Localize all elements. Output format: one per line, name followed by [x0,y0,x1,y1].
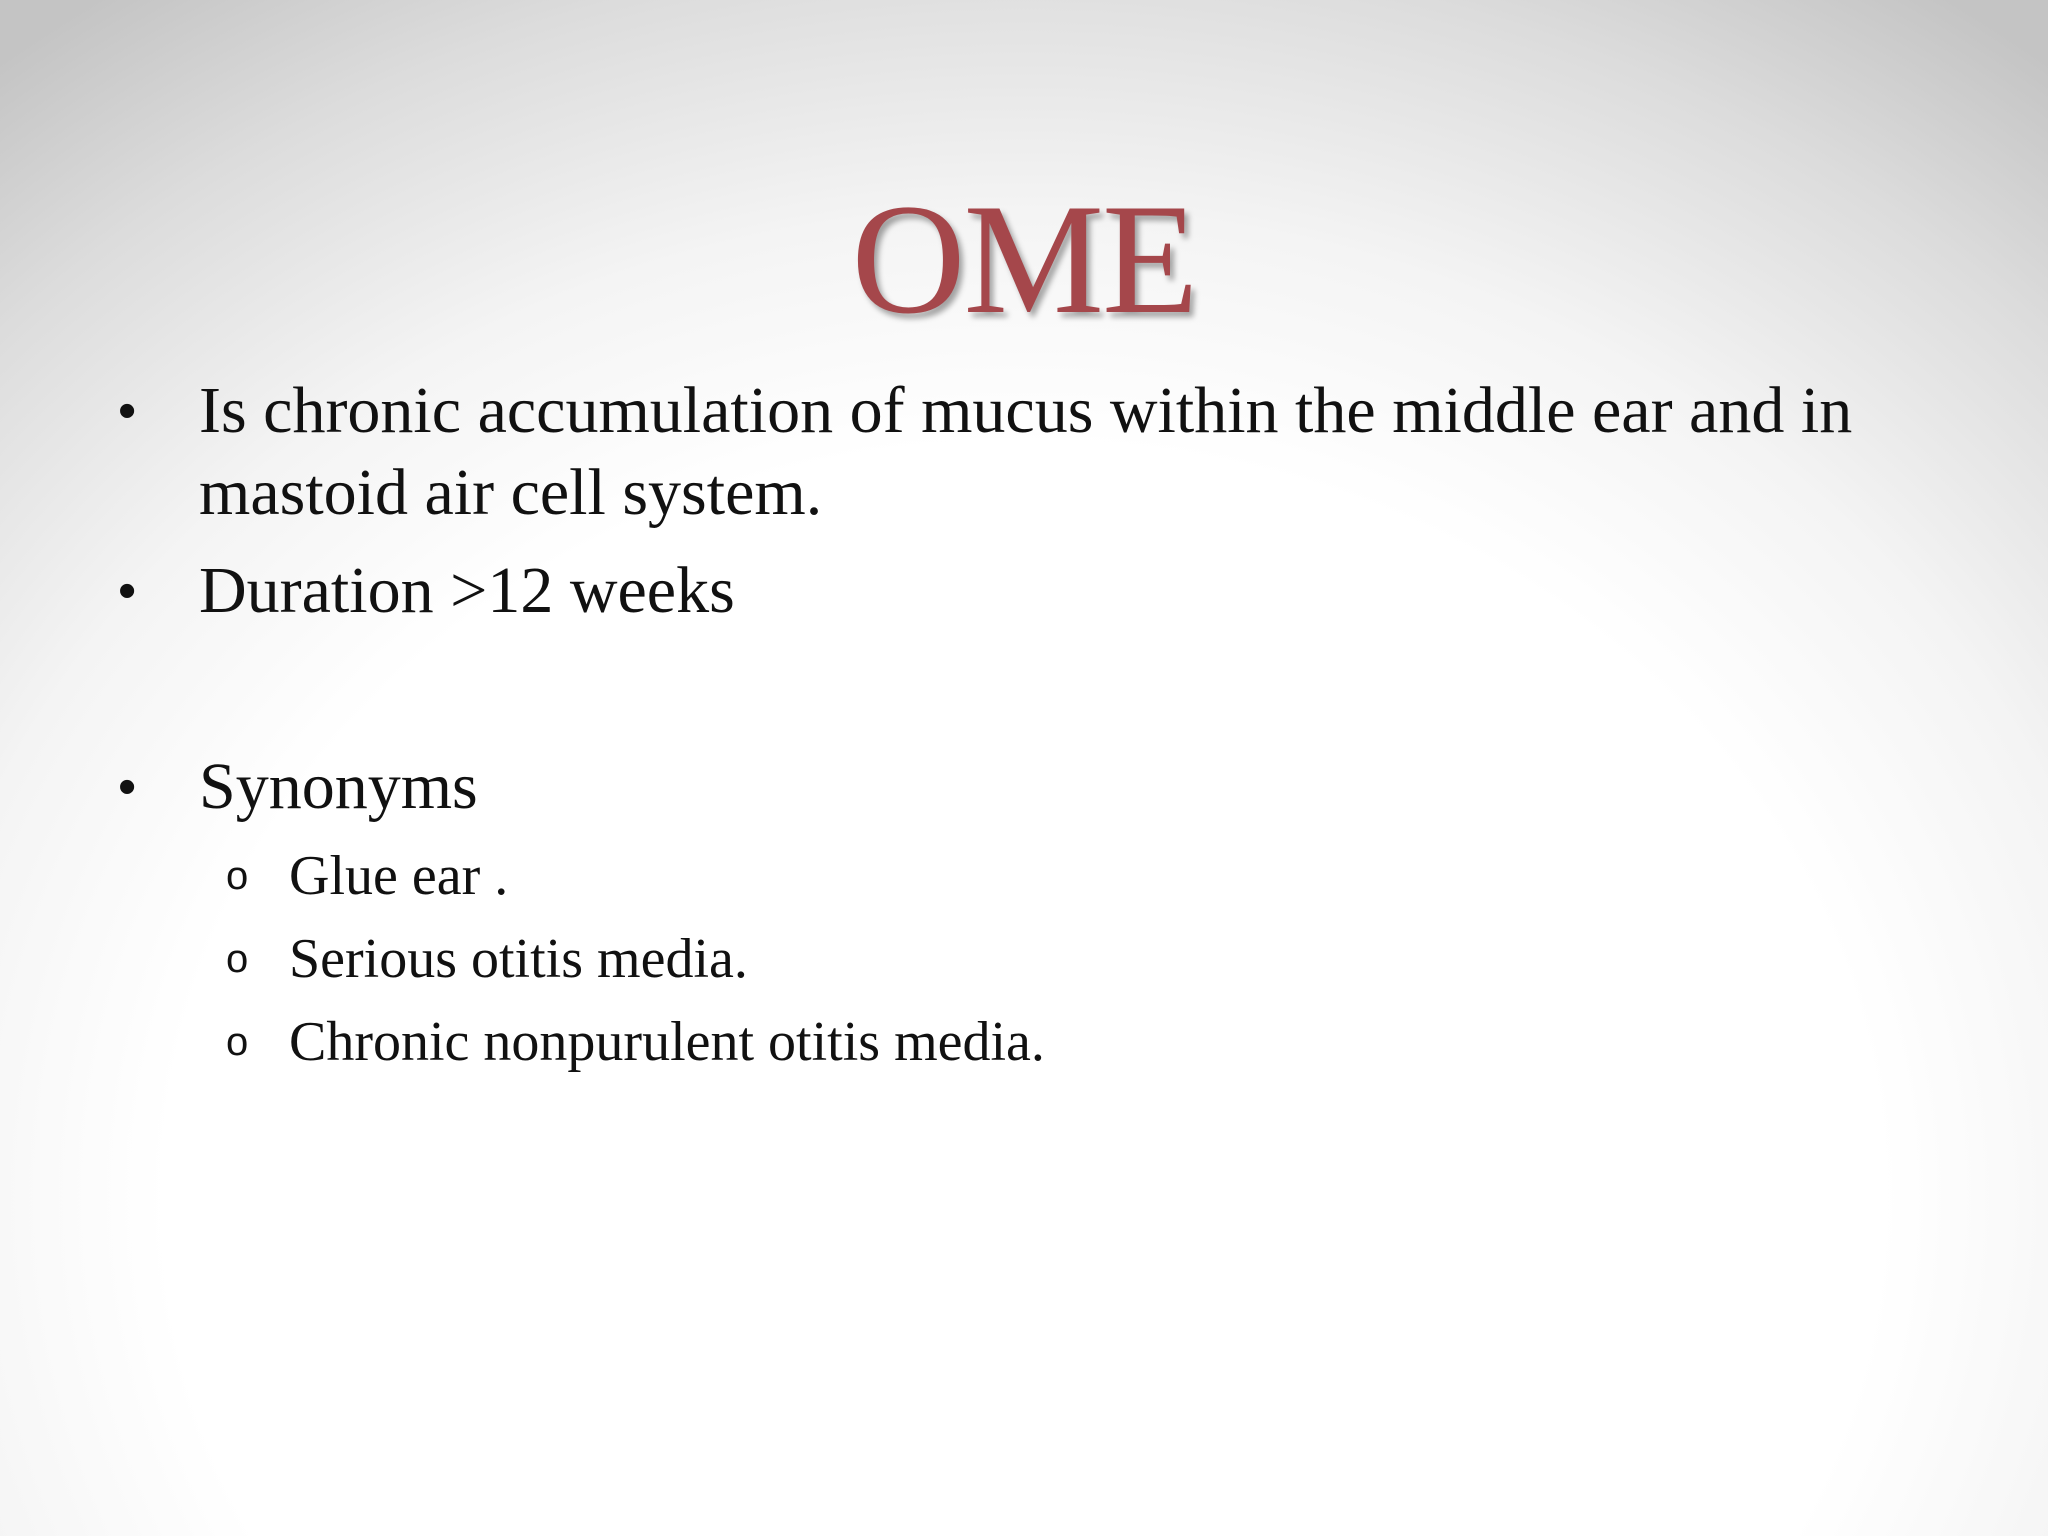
bullet-icon: • [118,758,137,816]
synonym-text-chronic-nonpurulent: Chronic nonpurulent otitis media. [289,1011,1045,1073]
circle-bullet-icon: o [226,854,249,898]
bullet-text-synonyms: Synonyms [199,750,478,823]
bullet-text-duration: Duration >12 weeks [199,554,735,627]
circle-bullet-icon: o [226,937,249,981]
bullet-icon: • [118,382,137,440]
synonym-text-glue-ear: Glue ear . [289,845,509,907]
slide-title: OME [851,172,1197,347]
synonym-text-serious-otitis: Serious otitis media. [289,928,748,990]
bullet-icon: • [118,562,137,620]
circle-bullet-icon: o [226,1020,249,1064]
bullet-text-definition: Is chronic accumulation of mucus within the middle ear and in mastoid air cell system. [199,374,1853,529]
